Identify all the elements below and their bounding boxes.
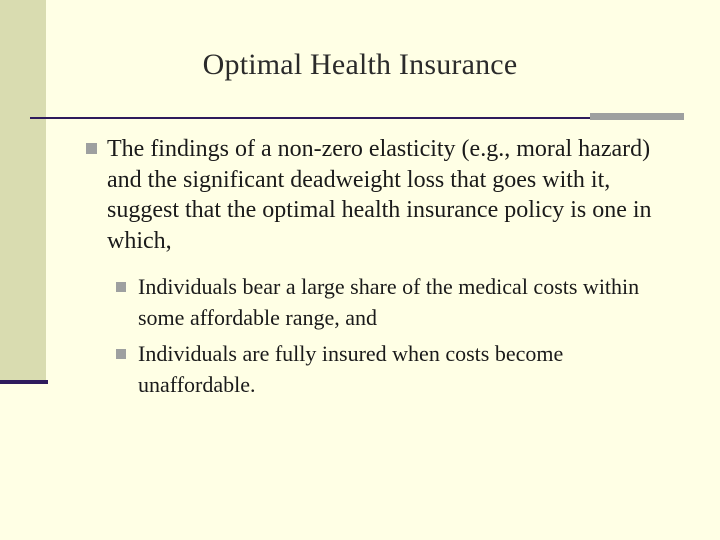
bullet-item [86, 134, 686, 256]
sub-bullet-list [116, 272, 676, 406]
title-divider-accent [590, 113, 684, 120]
sub-bullet-item [116, 272, 676, 333]
slide-title: Optimal Health Insurance [202, 48, 518, 81]
bullet-text: The findings of a non-zero elasticity (e.g., moral hazard) and the significant deadweight loss that goes with it, suggest that the optimal health insurance policy is one in which, [107, 136, 652, 254]
title-divider [30, 117, 590, 119]
sub-bullet-text: Individuals are fully insured when costs become unaffordable. [138, 341, 564, 397]
decorative-side-accent [0, 380, 48, 384]
square-bullet-icon [116, 349, 126, 359]
square-bullet-icon [86, 143, 97, 154]
square-bullet-icon [116, 282, 126, 292]
sub-bullet-item [116, 339, 676, 400]
sub-bullet-text: Individuals bear a large share of the medical costs within some affordable range, and [138, 274, 640, 330]
